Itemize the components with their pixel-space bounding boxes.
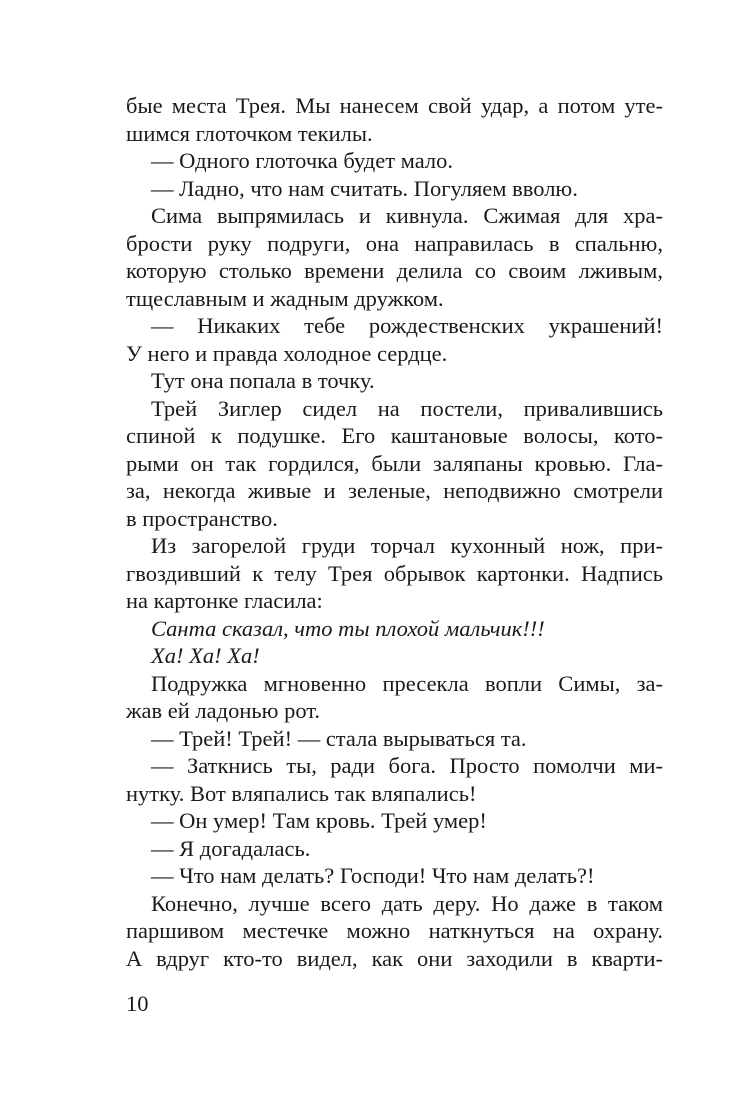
text-line: — Он умер! Там кровь. Трей умер!: [151, 808, 487, 833]
text-line: за, некогда живые и зеленые, неподвижно смотрели: [126, 478, 663, 503]
text-line: гвоздивший к телу Трея обрывок картонки. Надпись: [126, 560, 663, 586]
text-line: тщеславным и жадным дружком.: [126, 285, 444, 311]
text-line: которую столько времени делила со своим лживым,: [126, 258, 663, 283]
text-line: — Я догадалась.: [151, 835, 311, 861]
text-line: на картонке гласила:: [126, 588, 323, 613]
text-line: — Одного глоточка будет мало.: [151, 148, 454, 173]
sign-text-line: Ха! Ха! Ха!: [151, 643, 260, 668]
text-line: А вдруг кто-то видел, как они заходили в кварти-: [126, 945, 663, 971]
text-line: Конечно, лучше всего дать деру. Но даже в таком: [151, 890, 663, 916]
sign-text-line: Санта сказал, что ты плохой мальчик!!!: [151, 615, 545, 641]
text-line: У него и правда холодное сердце.: [126, 340, 448, 366]
text-line: Подружка мгновенно пресекла вопли Симы, за-: [151, 670, 663, 696]
text-line: бые места Трея. Мы нанесем свой удар, а потом уте-: [126, 93, 663, 118]
text-line: Трей Зиглер сидел на постели, привалившись: [151, 395, 663, 421]
text-line: рыми он так гордился, были заляпаны кровью. Гла-: [126, 450, 663, 476]
text-line: Сима выпрямилась и кивнула. Сжимая для хра-: [151, 203, 663, 228]
text-line: — Ладно, что нам считать. Погуляем вволю.: [151, 175, 578, 201]
text-line: паршивом местечке можно наткнуться на охрану.: [126, 918, 663, 943]
text-line: — Трей! Трей! — стала вырываться та.: [151, 725, 527, 751]
text-line: — Что нам делать? Господи! Что нам делать?!: [151, 863, 595, 888]
text-line: — Никаких тебе рождественских украшений!: [151, 313, 663, 338]
text-line: спиной к подушке. Его каштановые волосы, кото-: [126, 423, 663, 448]
text-line: нутку. Вот вляпались так вляпались!: [126, 780, 477, 806]
text-line: — Заткнись ты, ради бога. Просто помолчи ми-: [151, 753, 663, 778]
text-line: жав ей ладонью рот.: [126, 698, 321, 723]
text-line: Из загорелой груди торчал кухонный нож, при-: [151, 533, 663, 558]
text-line: брости руку подруги, она направилась в спальню,: [126, 230, 663, 256]
text-line: в пространство.: [126, 505, 278, 531]
page-number: 10: [126, 991, 149, 1016]
body-text: [126, 92, 663, 972]
text-line: шимся глоточком текилы.: [126, 120, 373, 146]
text-line: Тут она попала в точку.: [151, 368, 375, 393]
